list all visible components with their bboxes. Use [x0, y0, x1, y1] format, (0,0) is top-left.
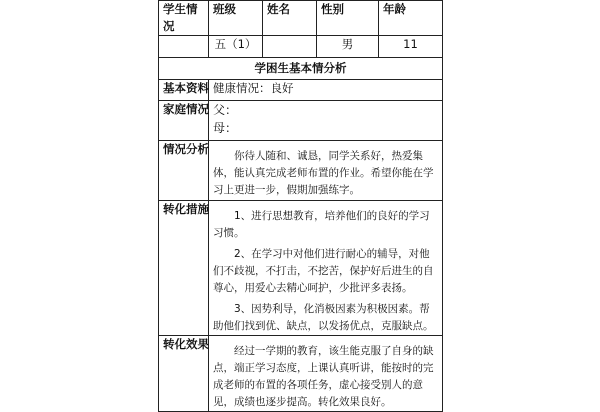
- basic-info-row: [159, 80, 443, 101]
- section-title: 学困生基本情分析: [159, 58, 443, 80]
- measures-row: [159, 201, 443, 336]
- effect-text: 经过一学期的教育，该生能克服了自身的缺点，端正学习态度，上课认真听讲，能按时的完成老师的布置的各项任务，虚心接受别人的意见，成绩也逐步提高。转化效果良好。: [213, 345, 434, 408]
- measures-cell: [209, 201, 443, 336]
- value-age: 11: [379, 36, 443, 58]
- student-info-table: [158, 0, 443, 412]
- effect-label: 转化效果: [159, 336, 209, 412]
- father-field: 父：: [213, 103, 238, 117]
- header-class: 班级: [209, 1, 263, 36]
- effect-row: [159, 336, 443, 412]
- value-name: [263, 36, 317, 58]
- value-class: 五（1）: [209, 36, 263, 58]
- header-name: 姓名: [263, 1, 317, 36]
- situation-cell: [209, 141, 443, 201]
- situation-label: 情况分析: [159, 141, 209, 201]
- family-label: 家庭情况: [159, 101, 209, 141]
- values-row: [159, 36, 443, 58]
- measure-item: 1、进行思想教育，培养他们的良好的学习习惯。: [213, 210, 430, 239]
- header-student-info: 学生情况: [159, 1, 209, 36]
- header-row: [159, 1, 443, 36]
- effect-cell: [209, 336, 443, 412]
- family-row: [159, 101, 443, 141]
- situation-text: 你待人随和、诚恳，同学关系好，热爱集体，能认真完成老师布置的作业。希望你能在学习上更进一步，假期加强练字。: [213, 150, 434, 196]
- family-details: [209, 101, 443, 141]
- mother-field: 母：: [213, 121, 238, 135]
- section-title-row: [159, 58, 443, 80]
- value-empty: [159, 36, 209, 58]
- situation-row: [159, 141, 443, 201]
- value-gender: 男: [317, 36, 379, 58]
- measure-item: 3、因势利导，化消极因素为积极因素。帮助他们找到优、缺点，以发扬优点，克服缺点。: [213, 303, 434, 332]
- student-analysis-document: [158, 0, 442, 408]
- basic-info-label: 基本资料: [159, 80, 209, 101]
- header-age: 年龄: [379, 1, 443, 36]
- measure-item: 2、在学习中对他们进行耐心的辅导，对他们不歧视，不打击，不挖苦，保护好后进生的自尊心，用爱心去精心呵护，少批评多表扬。: [213, 248, 434, 294]
- header-gender: 性别: [317, 1, 379, 36]
- measures-label: 转化措施: [159, 201, 209, 336]
- health-status: 健康情况：良好: [209, 80, 443, 101]
